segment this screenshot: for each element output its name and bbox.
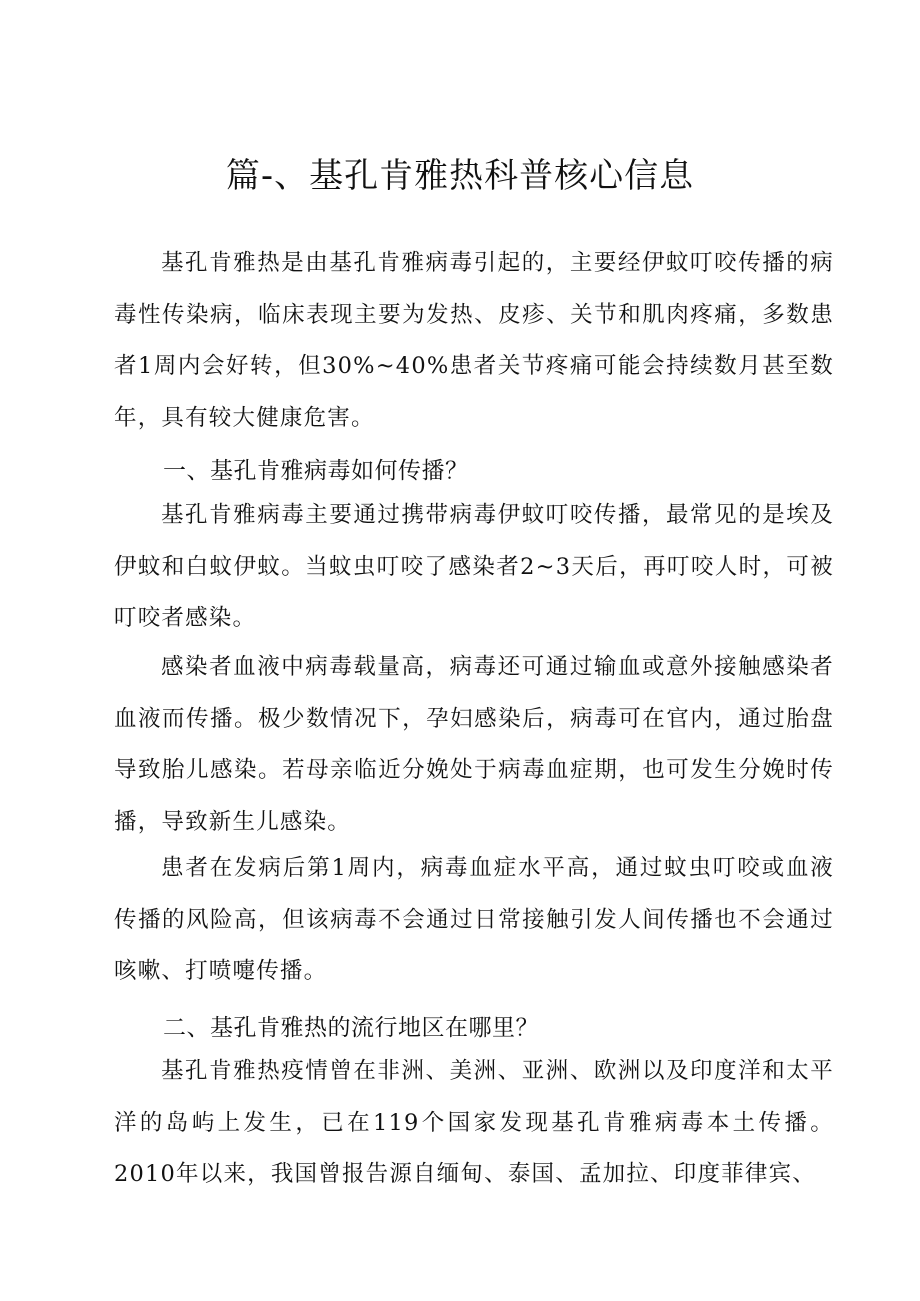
regions-paragraph: 基孔肯雅热疫情曾在非洲、美洲、亚洲、欧洲以及印度洋和太平洋的岛屿上发生，已在119个国家发现基孔肯雅病毒本土传播。2010年以来，我国曾报告源自缅甸、泰国、孟加拉、印度菲律宾、 — [114, 1058, 834, 1187]
intro-paragraph: 基孔肯雅热是由基孔肯雅病毒引起的，主要经伊蚊叮咬传播的病毒性传染病，临床表现主要为发热、皮疹、关节和肌肉疼痛，多数患者1周内会好转，但30%~40%患者关节疼痛可能会持续数月甚至数年，具有较大健康危害。 — [114, 250, 834, 431]
transmission-paragraph-mosquito: 基孔肯雅病毒主要通过携带病毒伊蚊叮咬传播，最常见的是埃及伊蚊和白蚊伊蚊。当蚊虫叮咬了感染者2~3天后，再叮咬人时，可被叮咬者感染。 — [114, 502, 834, 631]
section-heading-transmission: 一、基孔肯雅病毒如何传播？ — [163, 458, 469, 484]
section-heading-regions: 二、基孔肯雅热的流行地区在哪里？ — [163, 1015, 539, 1041]
transmission-paragraph-risk: 患者在发病后第1周内，病毒血症水平高，通过蚊虫叮咬或血液传播的风险高，但该病毒不会通过日常接触引发人间传播也不会通过咳嗽、打喷嚏传播。 — [114, 855, 834, 984]
transmission-paragraph-blood: 感染者血液中病毒载量高，病毒还可通过输血或意外接触感染者血液而传播。极少数情况下，孕妇感染后，病毒可在官内，通过胎盘导致胎儿感染。若母亲临近分娩处于病毒血症期，也可发生分娩时传播，导致新生儿感染。 — [114, 654, 834, 835]
document-title: 篇-、基孔肯雅热科普核心信息 — [225, 156, 695, 196]
